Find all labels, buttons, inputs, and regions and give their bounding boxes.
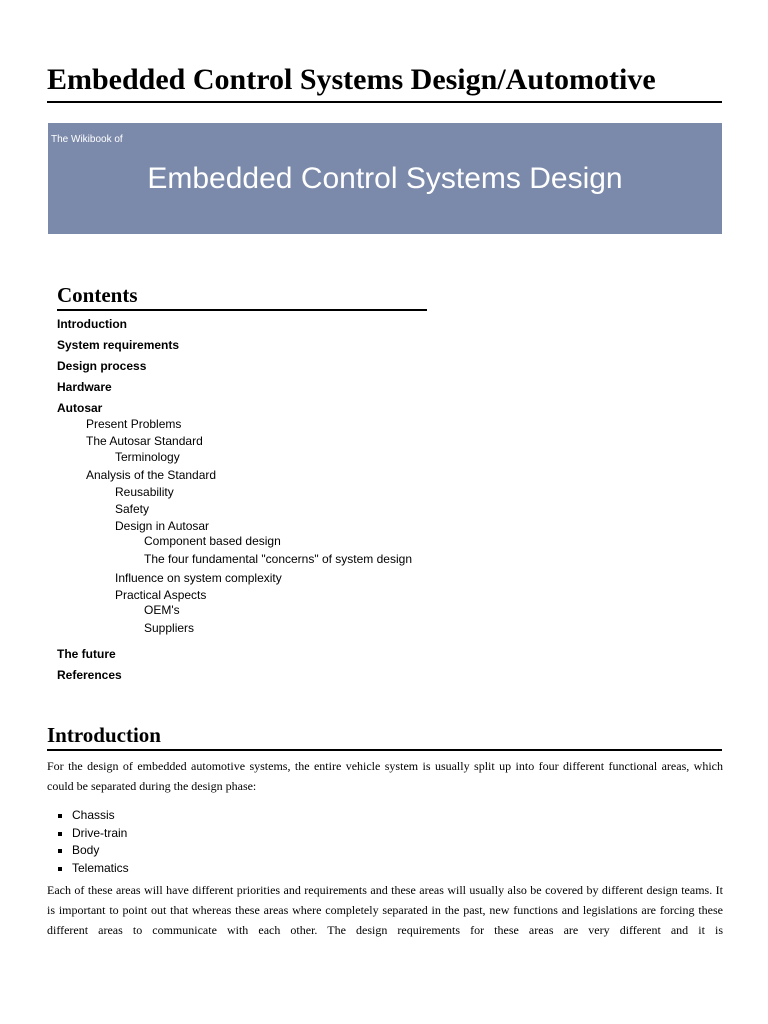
toc-item-autosar-standard[interactable]: The Autosar Standard <box>86 434 203 448</box>
bullet-square-icon <box>58 832 62 836</box>
intro-paragraph-2: Each of these areas will have different priorities and requirements and these areas will usually also be covered by different design teams. It is important to point out that whereas these areas where completely separated in the past, new functions and legislations are forcing these different areas to communicate with each other. The design requirements for these areas are very different and it is <box>47 883 723 937</box>
bullet-square-icon <box>58 814 62 818</box>
wikibook-banner[interactable] <box>48 123 722 234</box>
banner-subtitle: The Wikibook of <box>51 134 123 145</box>
banner-title[interactable]: Embedded Control Systems Design <box>147 162 623 195</box>
toc-item-reusability[interactable]: Reusability <box>115 485 174 499</box>
toc-item-references[interactable]: References <box>57 668 122 682</box>
toc-item-hardware[interactable]: Hardware <box>57 380 112 394</box>
toc-item-the-future[interactable]: The future <box>57 647 116 661</box>
toc-item-safety[interactable]: Safety <box>115 502 150 516</box>
toc-item-present-problems[interactable]: Present Problems <box>86 417 182 431</box>
toc-item-design-in-autosar[interactable]: Design in Autosar <box>115 519 210 533</box>
toc-item-system-requirements[interactable]: System requirements <box>57 338 180 352</box>
toc-item-terminology[interactable]: Terminology <box>115 450 180 464</box>
toc-item-oems[interactable]: OEM's <box>144 603 180 617</box>
toc-item-practical-aspects[interactable]: Practical Aspects <box>115 588 207 602</box>
toc-item-component-based-design[interactable]: Component based design <box>144 534 281 548</box>
bullet-square-icon <box>58 867 62 871</box>
toc-item-analysis-of-standard[interactable]: Analysis of the Standard <box>86 468 217 482</box>
table-of-contents <box>57 282 427 682</box>
section-heading-introduction: Introduction <box>47 722 722 751</box>
toc-item-suppliers[interactable]: Suppliers <box>144 621 195 635</box>
list-item <box>57 842 129 860</box>
list-item <box>57 825 129 843</box>
toc-item-introduction[interactable]: Introduction <box>57 317 127 331</box>
page-title: Embedded Control Systems Design/Automotive <box>47 60 722 103</box>
list-item-label: Telematics <box>72 860 129 875</box>
toc-title: Contents <box>57 282 427 311</box>
bullet-square-icon <box>58 849 62 853</box>
functional-areas-list <box>57 807 129 877</box>
list-item-label: Drive-train <box>72 825 128 840</box>
list-item-label: Body <box>72 843 100 857</box>
toc-item-design-process[interactable]: Design process <box>57 359 147 373</box>
toc-item-four-fundamental-concerns[interactable]: The four fundamental "concerns" of system design <box>144 552 412 566</box>
toc-item-influence-system-complexity[interactable]: Influence on system complexity <box>115 571 282 585</box>
toc-item-autosar[interactable]: Autosar <box>57 401 103 415</box>
list-item <box>57 807 129 825</box>
list-item <box>57 860 129 878</box>
intro-paragraph-1: For the design of embedded automotive systems, the entire vehicle system is usually split up into four different functional areas, which could be separated during the design phase: <box>47 759 723 793</box>
list-item-label: Chassis <box>72 808 115 822</box>
